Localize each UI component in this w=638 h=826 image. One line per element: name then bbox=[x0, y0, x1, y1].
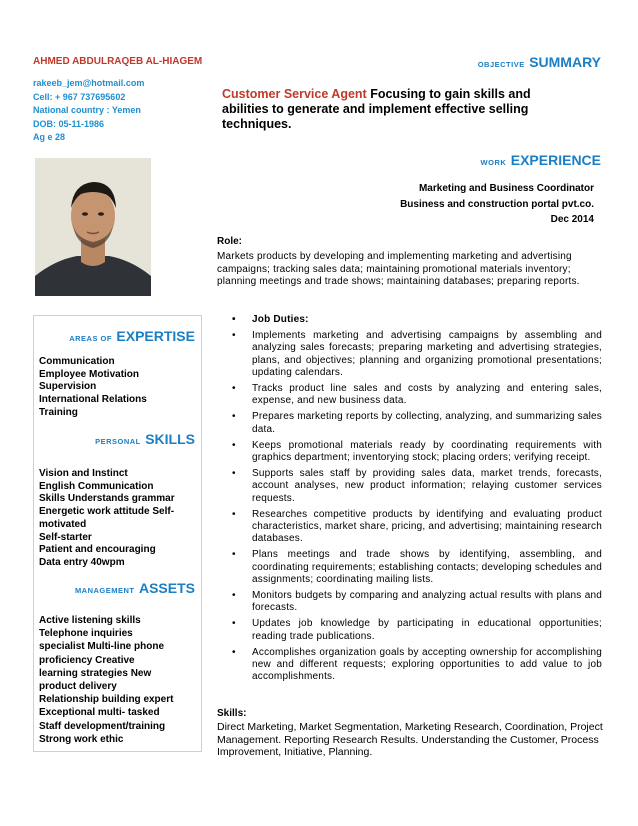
personal-skills-heading-big: SKILLS bbox=[145, 431, 195, 447]
duty-text: Implements marketing and advertising campaigns by assembling and analyzing sales forecasts; preparing marketing and advertising strategies, plans, and objectives; planning and organizing promotional presentations; updating calendars. bbox=[252, 330, 602, 378]
contact-info bbox=[33, 77, 144, 145]
list-item bbox=[217, 549, 602, 586]
list-item: learning strategies New bbox=[39, 667, 152, 679]
work-heading-big: EXPERIENCE bbox=[510, 152, 601, 168]
bullet-icon: • bbox=[232, 549, 236, 561]
duty-text: Accomplishes organization goals by accepting ownership for accomplishing new and different requests; exploring opportunities to add value to job accomplishments. bbox=[252, 646, 602, 683]
personal-skills-heading bbox=[95, 431, 195, 449]
management-assets-heading-small: MANAGEMENT bbox=[74, 586, 135, 595]
bullet-icon: • bbox=[232, 383, 236, 395]
objective-role: Customer Service Agent bbox=[222, 87, 367, 101]
list-item: Active listening skills bbox=[39, 615, 141, 626]
expertise-list bbox=[39, 356, 189, 420]
bullet-icon: • bbox=[232, 439, 236, 451]
bullet-icon: • bbox=[232, 468, 236, 480]
list-item: International Relations bbox=[39, 394, 147, 406]
list-item: Vision and Instinct bbox=[39, 468, 128, 479]
management-assets-heading-big: ASSETS bbox=[138, 580, 195, 596]
objective-text bbox=[222, 87, 552, 132]
role-description: Markets products by developing and implementing marketing and advertising campaigns; tracking sales data; maintaining promotional materials inventory; planning meetings and trade shows; maintaining databases; preparing reports. bbox=[217, 251, 580, 288]
bullet-icon: • bbox=[232, 590, 236, 602]
duty-text: Researches competitive products by identifying and evaluating product characteristics, market share, pricing, and advertising; maintaining research databases. bbox=[252, 508, 602, 545]
objective-heading-small: OBJECTIVE bbox=[477, 60, 525, 69]
list-item bbox=[217, 618, 602, 642]
duties-list bbox=[217, 314, 602, 687]
bullet-icon: • bbox=[232, 330, 236, 342]
list-item bbox=[217, 330, 602, 379]
list-item: Employee Motivation bbox=[39, 368, 140, 380]
work-heading-small: WORK bbox=[480, 158, 507, 167]
profile-photo bbox=[35, 158, 151, 296]
date-of-birth: DOB: 05-11-1986 bbox=[33, 118, 105, 129]
job-date: Dec 2014 bbox=[550, 214, 594, 225]
personal-skills-heading-small: PERSONAL bbox=[95, 437, 141, 446]
sidebar bbox=[33, 315, 202, 752]
bullet-icon: • bbox=[232, 314, 236, 325]
list-item: proficiency Creative bbox=[39, 654, 135, 666]
list-item: Self-starter bbox=[39, 531, 92, 543]
bullet-icon: • bbox=[232, 646, 236, 658]
list-item bbox=[217, 509, 602, 546]
duty-text: Keeps promotional materials ready by coordinating requirements with graphics department; inventorying stock; placing orders; verifying receipt. bbox=[252, 439, 602, 464]
list-item: Communication bbox=[39, 356, 115, 367]
objective-description: Focusing to gain skills and abilities to generate and implement effective selling techniques. bbox=[222, 87, 531, 131]
skills-label: Skills: bbox=[217, 708, 247, 719]
email[interactable]: rakeeb_jem@hotmail.com bbox=[33, 78, 145, 88]
list-item: Exceptional multi- tasked bbox=[39, 707, 160, 719]
list-item: Supervision bbox=[39, 381, 97, 393]
management-assets-heading bbox=[75, 580, 195, 598]
list-item bbox=[217, 411, 602, 435]
duty-text: Monitors budgets by comparing and analyzing actual results with plans and forecasts. bbox=[252, 590, 602, 614]
list-item bbox=[217, 647, 602, 684]
expertise-heading-small: AREAS OF bbox=[69, 334, 112, 343]
duty-text: Updates job knowledge by participating in educational opportunities; reading trade publications. bbox=[252, 618, 602, 642]
list-item bbox=[217, 440, 602, 464]
company-name: Business and construction portal pvt.co. bbox=[400, 198, 594, 210]
age: Ag e 28 bbox=[33, 132, 66, 142]
personal-skills-list bbox=[39, 468, 189, 570]
objective-heading bbox=[478, 54, 601, 72]
objective-heading-big: SUMMARY bbox=[529, 54, 601, 70]
list-item: Energetic work attitude Self-motivated bbox=[39, 506, 175, 530]
work-heading bbox=[481, 152, 601, 170]
skills-text: Direct Marketing, Market Segmentation, Marketing Research, Coordination, Project Management. Reporting Research Results. Understanding the Customer, Process Improvement, Initiative, Planning. bbox=[217, 721, 603, 759]
job-info bbox=[400, 181, 594, 228]
list-item: Training bbox=[39, 406, 78, 418]
bullet-icon: • bbox=[232, 618, 236, 630]
list-item bbox=[217, 314, 602, 326]
job-title: Marketing and Business Coordinator bbox=[418, 183, 594, 194]
list-item bbox=[217, 468, 602, 505]
list-item bbox=[217, 590, 602, 614]
nationality: National country : Yemen bbox=[33, 105, 141, 115]
duty-text: Supports sales staff by providing sales data, market trends, forecasts, account analyses, new product information; relaying customer services requests. bbox=[252, 468, 602, 504]
duty-text: Prepares marketing reports by collecting, analyzing, and summarizing sales data. bbox=[252, 411, 602, 435]
list-item: Data entry 40wpm bbox=[39, 556, 125, 568]
list-item bbox=[217, 383, 602, 407]
list-item: specialist Multi-line phone bbox=[39, 641, 165, 653]
list-item: Relationship building expert bbox=[39, 694, 174, 706]
duty-text: Job Duties: bbox=[252, 314, 309, 325]
list-item: Patient and encouraging bbox=[39, 544, 156, 556]
candidate-name: AHMED ABDULRAQEB AL-HIAGEM bbox=[33, 56, 203, 67]
bullet-icon: • bbox=[232, 508, 236, 520]
list-item: Skills Understands grammar bbox=[39, 493, 175, 505]
expertise-heading bbox=[69, 328, 195, 346]
list-item: English Communication bbox=[39, 480, 154, 492]
list-item: Strong work ethic bbox=[39, 733, 124, 745]
phone: Cell: + 967 737695602 bbox=[33, 91, 126, 102]
list-item: product delivery bbox=[39, 681, 117, 693]
duty-text: Tracks product line sales and costs by analyzing and entering sales, expense, and new business data. bbox=[252, 383, 602, 407]
role-label: Role: bbox=[217, 236, 242, 247]
duty-text: Plans meetings and trade shows by identifying, assembling, and coordinating requirements; establishing contacts; developing schedules and assignments; coordinating mailing lists. bbox=[252, 549, 603, 585]
list-item: Staff development/training bbox=[39, 720, 166, 732]
management-assets-list bbox=[39, 614, 189, 746]
bullet-icon: • bbox=[232, 411, 236, 423]
list-item: Telephone inquiries bbox=[39, 628, 133, 640]
expertise-heading-big: EXPERTISE bbox=[116, 328, 195, 344]
